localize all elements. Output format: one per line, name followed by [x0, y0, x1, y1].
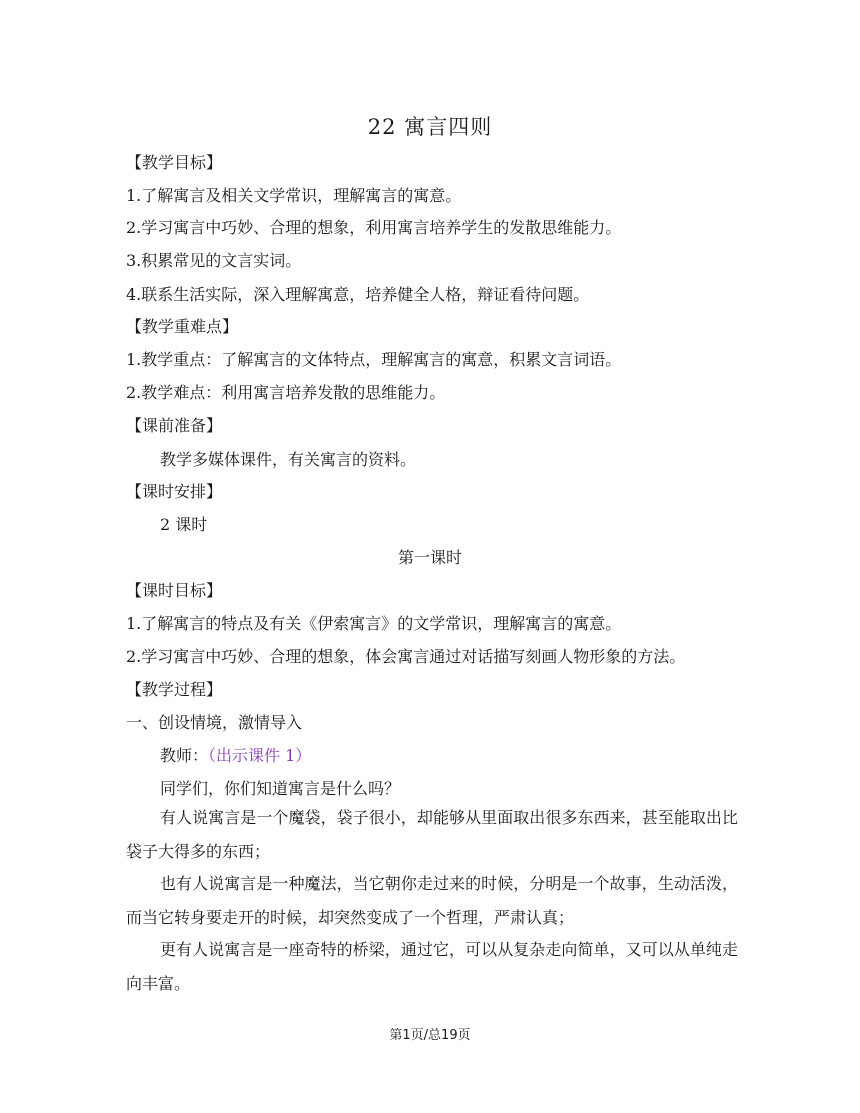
body-paragraph: 有人说寓言是一个魔袋，袋子很小，却能够从里面取出很多东西来，甚至能取出比袋子大得多的东西；: [126, 808, 738, 861]
page-number-footer: 第1页/总19页: [389, 1028, 471, 1043]
objectives-header: 【教学目标】: [126, 153, 223, 172]
question-text: 同学们，你们知道寓言是什么吗？: [160, 779, 401, 798]
schedule-text: 2 课时: [160, 515, 208, 534]
lesson-objective-item: 1.了解寓言的特点及有关《伊索寓言》的文学常识，理解寓言的寓意。: [126, 614, 622, 633]
objective-item: 1.了解寓言及相关文学常识，理解寓言的寓意。: [126, 186, 462, 205]
lesson-objectives-header: 【课时目标】: [126, 581, 223, 600]
lesson-title: 第一课时: [397, 548, 462, 567]
objective-item: 3.积累常见的文言实词。: [126, 251, 302, 270]
key-point-item: 2.教学难点：利用寓言培养发散的思维能力。: [126, 383, 446, 402]
body-paragraph: 也有人说寓言是一种魔法，当它朝你走过来的时候，分明是一个故事，生动活泼，而当它转身要走开的时候，却突然变成了一个哲理，严肃认真；: [126, 874, 738, 927]
body-paragraph: 更有人说寓言是一座奇特的桥梁，通过它，可以从复杂走向简单，又可以从单纯走向丰富。: [126, 940, 738, 993]
lesson-objective-item: 2.学习寓言中巧妙、合理的想象，体会寓言通过对话描写刻画人物形象的方法。: [126, 647, 686, 666]
preparation-header: 【课前准备】: [126, 416, 223, 435]
teacher-label: 教师：: [160, 746, 209, 765]
courseware-note: （出示课件 1）: [208, 746, 312, 765]
objective-item: 2.学习寓言中巧妙、合理的想象，利用寓言培养学生的发散思维能力。: [126, 218, 622, 237]
step-heading: 一、创设情境，激情导入: [126, 713, 303, 732]
page-title: 22 寓言四则: [367, 115, 493, 139]
process-header: 【教学过程】: [126, 680, 223, 699]
objective-item: 4.联系生活实际，深入理解寓意，培养健全人格，辩证看待问题。: [126, 285, 590, 304]
teacher-line: [160, 745, 311, 767]
key-points-header: 【教学重难点】: [126, 317, 239, 336]
schedule-header: 【课时安排】: [126, 482, 223, 501]
key-point-item: 1.教学重点：了解寓言的文体特点，理解寓言的寓意，积累文言词语。: [126, 350, 622, 369]
preparation-text: 教学多媒体课件，有关寓言的资料。: [160, 450, 417, 469]
